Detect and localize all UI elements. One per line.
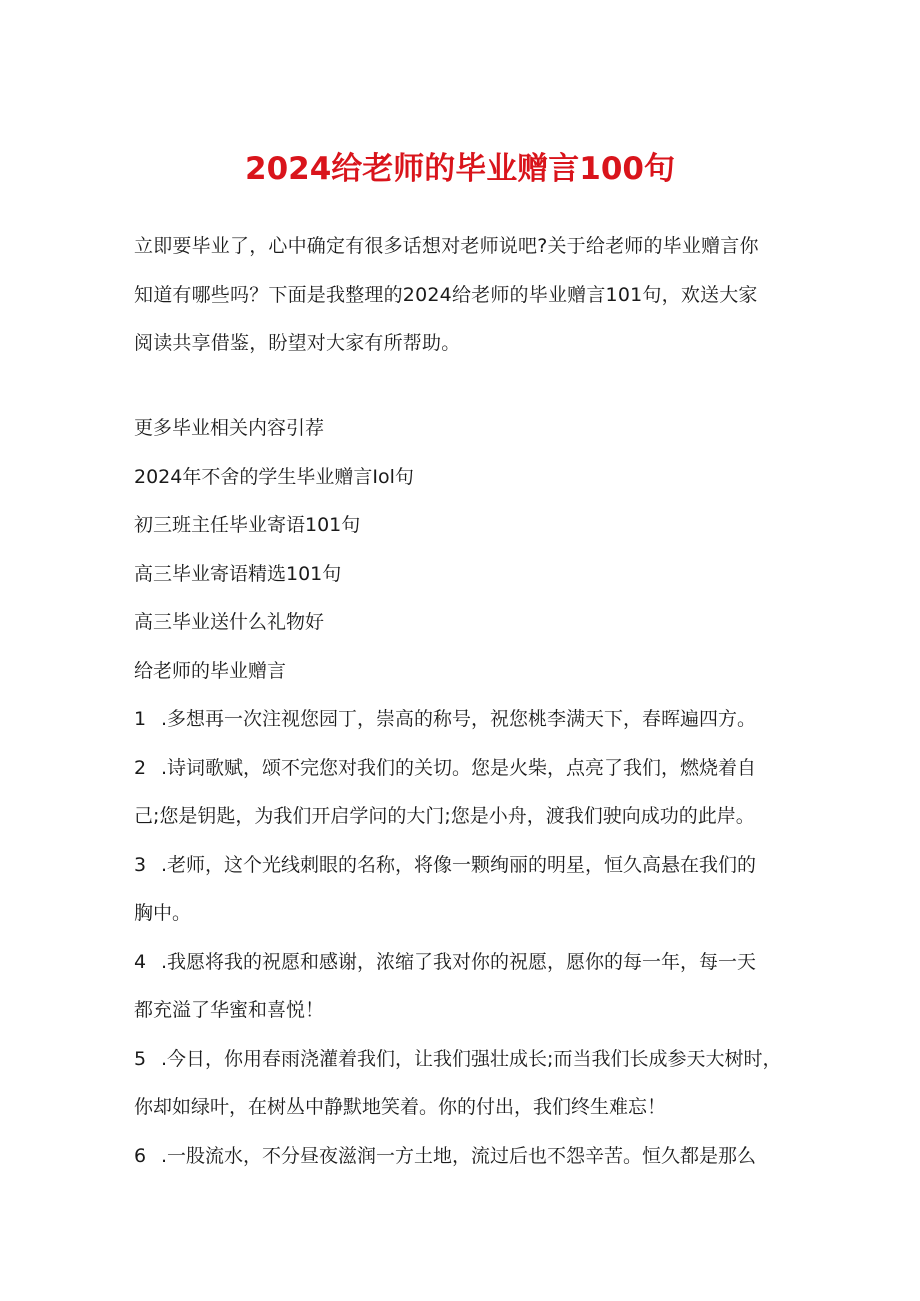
item-number: 4 [134,950,147,973]
item-text: .一股流水，不分昼夜滋润一方土地，流过后也不怨辛苦。恒久都是那么 [161,1144,757,1167]
page-title: 2024给老师的毕业赠言100句 [245,151,675,187]
item-text: .今日，你用春雨浇灌着我们，让我们强壮成长;而当我们长成参天大树时， [161,1047,782,1070]
list-item-continuation: 你却如绿叶，在树丛中静默地笑着。你的付出，我们终生难忘！ [134,1096,667,1118]
related-link[interactable]: 高三毕业送什么礼物好 [134,611,325,633]
intro-line: 知道有哪些吗？下面是我整理的2024给老师的毕业赠言101句，欢送大家 [134,283,758,306]
list-item [134,1132,824,1181]
item-number: 6 [134,1144,147,1167]
intro-line: 立即要毕业了，心中确定有很多话想对老师说吧?关于给老师的毕业赠言你 [134,235,759,257]
item-number: 2 [134,756,147,779]
item-number: 1 [134,708,147,730]
list-item-continuation: 都充溢了华蜜和喜悦！ [134,999,325,1021]
item-number: 5 [134,1047,147,1070]
intro-line: 阅读共享借鉴，盼望对大家有所帮助。 [134,332,461,354]
related-link[interactable]: 2024年不舍的学生毕业赠言Iol句 [134,465,414,488]
item-text: .老师，这个光线刺眼的名称，将像一颗绚丽的明星，恒久高悬在我们的 [161,853,757,876]
related-link[interactable]: 高三毕业寄语精选101句 [134,562,342,585]
related-content [134,404,824,1180]
item-text: .诗词歌赋，颂不完您对我们的关切。您是火柴，点亮了我们，燃烧着自 [161,756,757,779]
list-item-continuation: 己;您是钥匙，为我们开启学问的大门;您是小舟，渡我们驶向成功的此岸。 [134,805,755,827]
list-item-continuation: 胸中。 [134,902,192,924]
list-item [134,841,824,890]
item-number: 3 [134,853,147,876]
list-item [134,744,824,793]
related-link[interactable]: 初三班主任毕业寄语101句 [134,514,361,536]
list-item [134,695,824,744]
list-item [134,938,824,987]
item-text: .我愿将我的祝愿和感谢，浓缩了我对你的祝愿，愿你的每一年，每一天 [161,950,757,973]
section-heading: 给老师的毕业赠言 [134,659,287,682]
related-heading: 更多毕业相关内容引荐 [134,417,325,439]
item-text: .多想再一次注视您园丁，崇高的称号，祝您桃李满天下，春晖遍四方。 [161,708,757,730]
list-item [134,1035,824,1084]
intro-paragraph [134,222,814,368]
